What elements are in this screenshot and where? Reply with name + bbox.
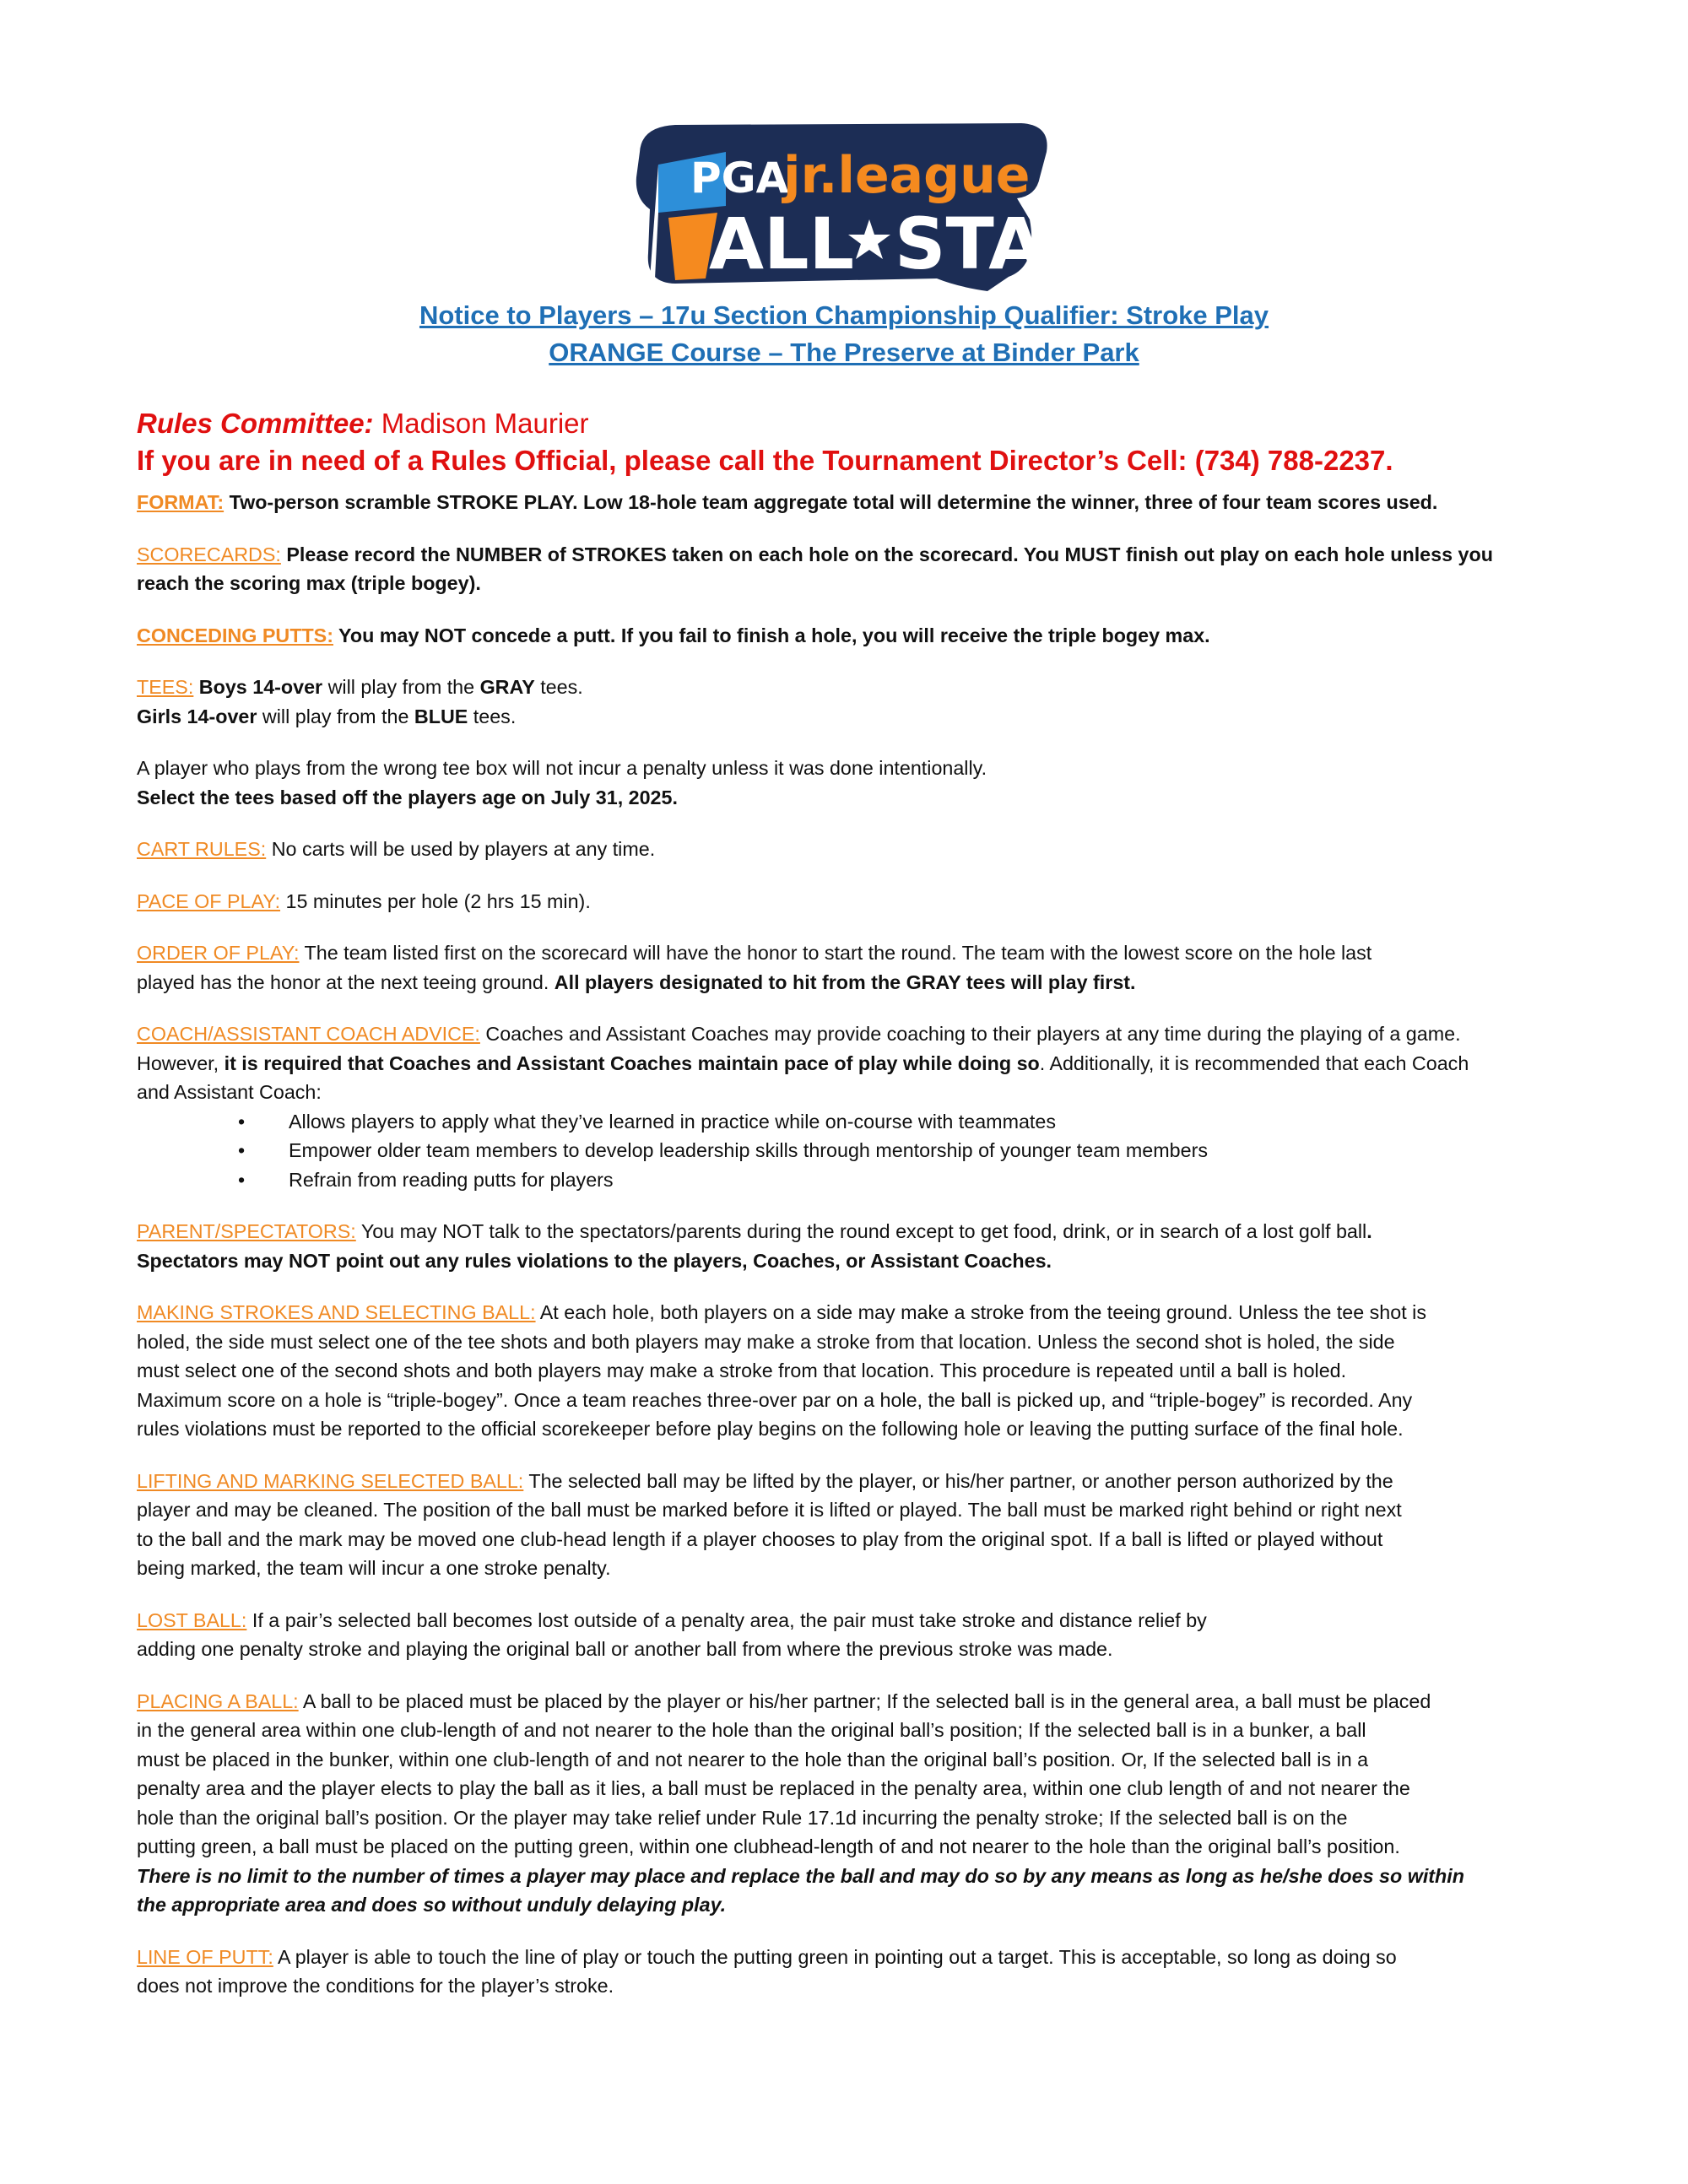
rules-committee: [137, 405, 1572, 479]
section-heading: PARENT/SPECTATORS:: [137, 1220, 356, 1242]
logo-all-text: ALL: [709, 203, 855, 285]
line-of-putt-section: LINE OF PUTT: A player is able to touch the line of play or touch the putting green in pointing out a target. This is acceptable, so long as doing so does not improve the conditions for the player’s stroke.: [137, 1945, 1397, 1997]
section-heading: MAKING STROKES AND SELECTING BALL:: [137, 1301, 536, 1323]
list-item: • Allows players to apply what they’ve learned in practice while on-course with teammates: [289, 1107, 1555, 1137]
rules-content: [137, 488, 1555, 2024]
logo-jrleague-text: jr.league: [783, 146, 1031, 205]
title-line-1: Notice to Players – 17u Section Championship Qualifier: Stroke Play: [419, 300, 1269, 330]
coach-advice-list: [137, 1107, 1555, 1195]
wrong-tee-section: A player who plays from the wrong tee box will not incur a penalty unless it was done intentionally. Select the tees based off the players age on July 31, 2025.: [137, 757, 987, 808]
section-heading: LINE OF PUTT:: [137, 1945, 273, 1968]
lost-ball-section: LOST BALL: If a pair’s selected ball becomes lost outside of a penalty area, the pair must take stroke and distance relief by adding one penalty stroke and playing the original ball or another ball from where the previous stroke was made.: [137, 1608, 1207, 1660]
section-heading: CART RULES:: [137, 838, 267, 860]
parent-spectators-section: PARENT/SPECTATORS: You may NOT talk to the spectators/parents during the round except to get food, drink, or in search of a lost golf ball. Spectators may NOT point out any rules violations to the players, Coaches, or Assistant Coaches.: [137, 1220, 1372, 1272]
section-heading: ORDER OF PLAY:: [137, 942, 300, 964]
section-heading: COACH/ASSISTANT COACH ADVICE:: [137, 1023, 480, 1045]
section-heading: PLACING A BALL:: [137, 1689, 299, 1712]
rules-official-phone: If you are in need of a Rules Official, please call the Tournament Director’s Cell: (734) 788-2237.: [137, 445, 1393, 476]
format-section: FORMAT: Two-person scramble STROKE PLAY. Low 18-hole team aggregate total will determine the winner, three of four team scores used.: [137, 491, 1438, 513]
tees-section: TEES: Boys 14-over will play from the GRAY tees. Girls 14-over will play from the BLUE tees.: [137, 676, 583, 727]
scorecards-section: SCORECARDS: Please record the NUMBER of STROKES taken on each hole on the scorecard. You MUST finish out play on each hole unless you reach the scoring max (triple bogey).: [137, 543, 1493, 594]
section-heading: PACE OF PLAY:: [137, 889, 281, 912]
order-of-play-section: ORDER OF PLAY: The team listed first on the scorecard will have the honor to start the round. The team with the lowest score on the hole last played has the honor at the next teeing ground. All players designated to hit from the GRAY tees will play first.: [137, 942, 1372, 993]
section-heading: TEES:: [137, 676, 194, 698]
coach-advice-section: COACH/ASSISTANT COACH ADVICE: Coaches and Assistant Coaches may provide coaching to their players at any time during the playing of a game. However, it is required that Coaches and Assistant Coaches maintain pace of play while doing so. Additionally, it is recommended that each Coach and Assistant Coach: • Allows players to apply what they’ve learned in practice while on-course with teammates • Empower older team members to develop leadership skills through mentorship of younger team members • Refrain from reading putts for players: [137, 1019, 1555, 1194]
section-heading: FORMAT:: [137, 491, 225, 513]
placing-ball-section: PLACING A BALL: A ball to be placed must be placed by the player or his/her partner; If the selected ball is in the general area, a ball must be placed in the general area within one club-length of and not nearer to the hole than the original ball’s position; If the selected ball is in a bunker, a ball must be placed in the bunker, within one club-length of and not nearer to the hole than the original ball’s position. Or, If the selected ball is in a penalty area and the player elects to play the ball as it lies, a ball must be replaced in the penalty area, within one club length of and not nearer the hole than the original ball’s position. Or the player may take relief under Rule 17.1d incurring the penalty stroke; If the selected ball is on the putting green, a ball must be placed on the putting green, within one clubhead-length of and not nearer to the hole than the original ball’s position. There is no limit to the number of times a player may place and replace the ball and may do so by any means as long as he/she does so within the appropriate area and does so without unduly delaying play.: [137, 1689, 1464, 1916]
notice-title: [0, 297, 1688, 371]
section-heading: SCORECARDS:: [137, 543, 281, 565]
section-heading: CONCEDING PUTTS:: [137, 624, 333, 646]
rules-committee-name: Madison Maurier: [373, 408, 589, 439]
title-line-2: ORANGE Course – The Preserve at Binder Park: [549, 338, 1139, 367]
conceding-putts-section: CONCEDING PUTTS: You may NOT concede a putt. If you fail to finish a hole, you will receive the triple bogey max.: [137, 624, 1210, 646]
logo-star-text: STAR: [895, 203, 1098, 285]
making-strokes-section: MAKING STROKES AND SELECTING BALL: At each hole, both players on a side may make a stroke from the teeing ground. Unless the tee shot is holed, the side must select one of the tee shots and both players may make a stroke from that location. Unless the second shot is holed, the side must select one of the second shots and both players may make a stroke from that location. This procedure is repeated until a ball is holed. Maximum score on a hole is “triple-bogey”. Once a team reaches three-over par on a hole, the ball is picked up, and “triple-bogey” is recorded. Any rules violations must be reported to the official scorekeeper before play begins on the following hole or leaving the putting surface of the final hole.: [137, 1301, 1426, 1440]
list-item: • Refrain from reading putts for players: [289, 1165, 1555, 1195]
section-heading: LOST BALL:: [137, 1608, 247, 1631]
lifting-marking-section: LIFTING AND MARKING SELECTED BALL: The selected ball may be lifted by the player, or his/her partner, or another person authorized by the player and may be cleaned. The position of the ball must be marked before it is lifted or played. The ball must be marked right behind or right next to the ball and the mark may be moved one club-head length if a player chooses to play from the original spot. If a ball is lifted or played without being marked, the team will incur a one stroke penalty.: [137, 1469, 1402, 1579]
pace-of-play-section: PACE OF PLAY: 15 minutes per hole (2 hrs 15 min).: [137, 889, 591, 912]
logo-pga-text: PGA: [690, 154, 789, 203]
pga-jr-league-all-star-logo: [625, 118, 1098, 295]
rules-committee-label: Rules Committee:: [137, 408, 374, 439]
cart-rules-section: CART RULES: No carts will be used by players at any time.: [137, 838, 656, 860]
section-heading: LIFTING AND MARKING SELECTED BALL:: [137, 1469, 524, 1492]
list-item: • Empower older team members to develop leadership skills through mentorship of younger team members: [289, 1136, 1555, 1165]
